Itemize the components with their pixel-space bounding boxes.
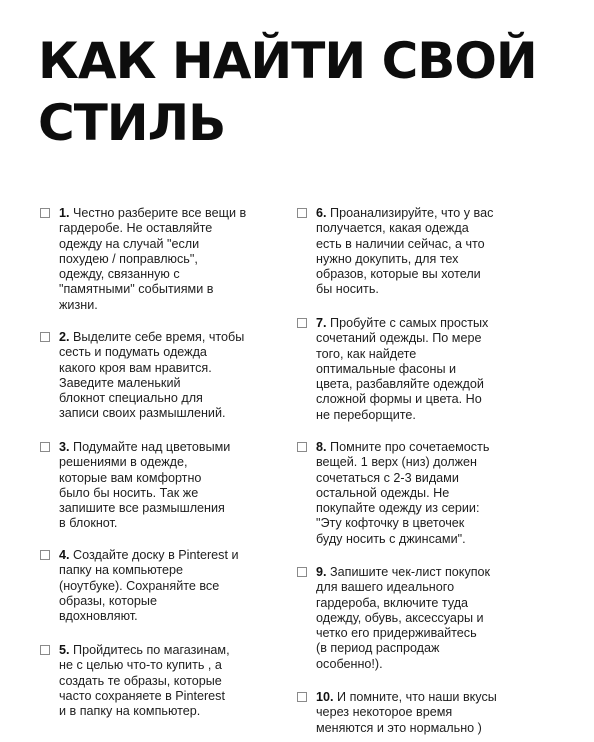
item-number: 3. <box>59 440 70 454</box>
item-line: одежду на случай "если <box>59 236 200 251</box>
item-line: покупайте одежду из серии: <box>316 501 480 516</box>
item-line: Пройдитесь по магазинам, <box>73 643 230 657</box>
checkbox[interactable] <box>40 332 50 342</box>
checkbox[interactable] <box>40 208 50 218</box>
item-line: образы, которые <box>59 593 157 608</box>
item-line: вещей. 1 верх (низ) должен <box>316 455 477 470</box>
item-line: Выделите себе время, чтобы <box>73 330 245 344</box>
item-line: образов, которые вы хотели <box>316 267 481 282</box>
item-number: 8. <box>316 440 327 454</box>
item-line: буду носить с джинсами". <box>316 531 466 546</box>
item-number: 7. <box>316 316 327 330</box>
item-line: особенно!). <box>316 656 383 671</box>
item-line: Запишите чек-лист покупок <box>330 565 491 579</box>
item-line: часто сохраняете в Pinterest <box>59 688 225 703</box>
checkbox[interactable] <box>40 550 50 560</box>
checkbox[interactable] <box>297 442 307 452</box>
item-line: создать те образы, которые <box>59 673 222 688</box>
item-line: Заведите маленький <box>59 375 181 390</box>
item-number: 1. <box>59 206 70 220</box>
item-number: 10. <box>316 690 334 704</box>
item-line: запишите все размышления <box>59 501 225 516</box>
item-line: (ноутбуке). Сохраняйте все <box>59 578 220 593</box>
item-line: гардероба, включите туда <box>316 595 469 610</box>
checkbox[interactable] <box>40 645 50 655</box>
item-line: которые вам комфортно <box>59 470 202 485</box>
item-line: в блокнот. <box>59 516 118 531</box>
item-line: Честно разберите все вещи в <box>73 206 247 220</box>
item-line: блокнот специально для <box>59 391 203 406</box>
checkbox[interactable] <box>40 442 50 452</box>
item-number: 5. <box>59 643 70 657</box>
item-line: того, как найдете <box>316 346 417 361</box>
item-line: одежду, обувь, аксессуары и <box>316 610 484 625</box>
item-line: и в папку на компьютер. <box>59 704 201 719</box>
item-line: Подумайте над цветовыми <box>73 440 231 454</box>
item-line: четко его придерживайтесь <box>316 626 477 641</box>
item-line: жизни. <box>59 297 98 312</box>
item-line: одежду, связанную с <box>59 267 180 282</box>
item-line: сочетаний одежды. По мере <box>316 331 482 346</box>
item-number: 4. <box>59 548 70 562</box>
item-line: папку на компьютере <box>59 563 184 578</box>
item-line: нужно докупить, для тех <box>316 251 459 266</box>
item-line: было бы носить. Так же <box>59 485 199 500</box>
checkbox[interactable] <box>297 567 307 577</box>
item-line: получается, какая одежда <box>316 221 469 236</box>
item-line: оптимальные фасоны и <box>316 361 457 376</box>
item-line: "памятными" событиями в <box>59 282 214 297</box>
item-line: сложной формы и цвета. Но <box>316 392 482 407</box>
item-line: гардеробе. Не оставляйте <box>59 221 213 236</box>
page-title: КАК НАЙТИ СВОЙ СТИЛЬ <box>38 32 537 152</box>
checkbox[interactable] <box>297 208 307 218</box>
checkbox[interactable] <box>297 318 307 328</box>
checkbox[interactable] <box>297 692 307 702</box>
item-line: через некоторое время <box>316 705 453 720</box>
item-line: меняются и это нормально ) <box>316 720 482 735</box>
item-line: какого кроя вам нравится. <box>59 360 212 375</box>
item-line: бы носить. <box>316 282 379 297</box>
item-line: (в период распродаж <box>316 641 440 656</box>
item-line: Проанализируйте, что у вас <box>330 206 494 220</box>
item-line: записи своих размышлений. <box>59 406 226 421</box>
item-line: не переборщите. <box>316 407 416 422</box>
item-number: 6. <box>316 206 327 220</box>
item-line: сесть и подумать одежда <box>59 345 207 360</box>
item-line: не с целью что-то купить , а <box>59 658 222 673</box>
item-line: остальной одежды. Не <box>316 485 450 500</box>
item-line: для вашего идеального <box>316 580 455 595</box>
item-line: Создайте доску в Pinterest и <box>73 548 239 562</box>
item-line: Пробуйте с самых простых <box>330 316 489 330</box>
item-line: "Эту кофточку в цветочек <box>316 516 465 531</box>
item-line: есть в наличии сейчас, а что <box>316 236 485 251</box>
item-line: решениями в одежде, <box>59 455 188 470</box>
item-line: похудею / поправлюсь", <box>59 251 198 266</box>
item-line: Помните про сочетаемость <box>330 440 490 454</box>
item-line: И помните, что наши вкусы <box>337 690 497 704</box>
item-line: сочетаться с 2-3 видами <box>316 470 459 485</box>
item-number: 2. <box>59 330 70 344</box>
item-number: 9. <box>316 565 327 579</box>
item-line: вдохновляют. <box>59 609 138 624</box>
item-line: цвета, разбавляйте одеждой <box>316 377 484 392</box>
